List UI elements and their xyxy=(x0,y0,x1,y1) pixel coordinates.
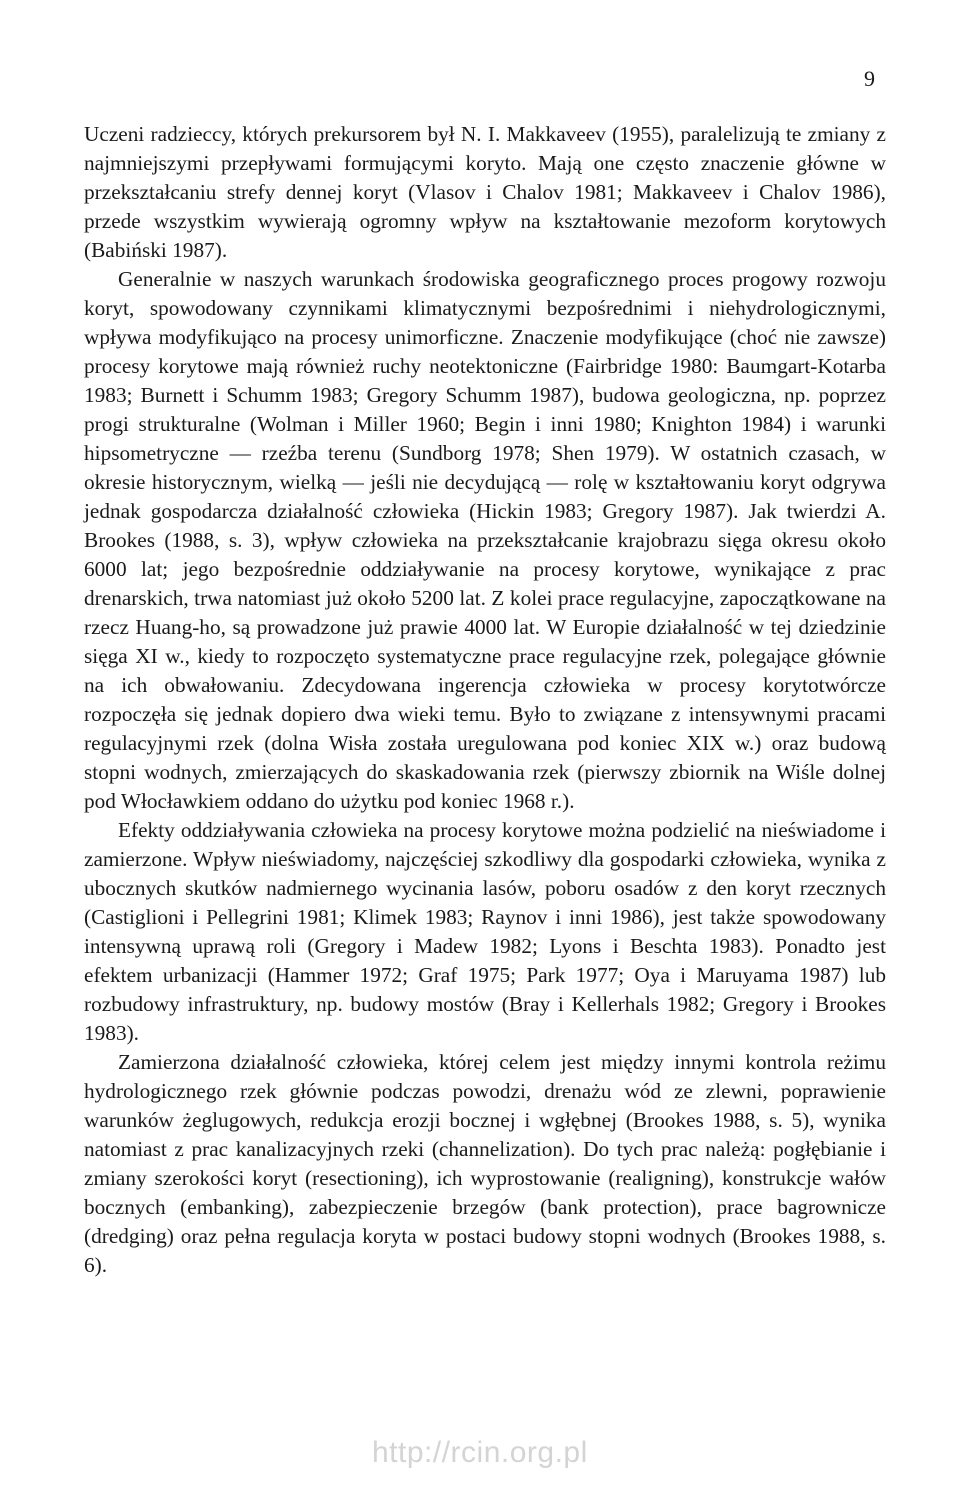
source-watermark: http://rcin.org.pl xyxy=(372,1436,588,1469)
paragraph: Uczeni radzieccy, których prekursorem był N. I. Makkaveev (1955), paralelizują te zmiany z najmniejszymi przepływami formującymi koryto. Mają one często znaczenie główne w przekształcaniu strefy dennej koryt (Vlasov i Chalov 1981; Makkaveev i Chalov 1986), przede wszystkim wywierają ogromny wpływ na kształtowanie mezoform korytowych (Babiński 1987). xyxy=(84,122,886,262)
main-text xyxy=(84,120,886,1280)
page-number: 9 xyxy=(864,66,875,91)
paragraph: Generalnie w naszych warunkach środowiska geograficznego proces progowy rozwoju koryt, spowodowany czynnikami klimatycznymi bezpośrednimi i niehydrologicznymi, wpływa modyfikująco na procesy unimorficzne. Znaczenie modyfikujące (choć nie zawsze) procesy korytowe mają również ruchy neotektoniczne (Fairbridge 1980: Baumgart-Kotarba 1983; Burnett i Schumm 1983; Gregory Schumm 1987), budowa geologiczna, np. poprzez progi strukturalne (Wolman i Miller 1960; Begin i inni 1980; Knighton 1984) i warunki hipsometryczne — rzeźba terenu (Sundborg 1978; Shen 1979). W ostatnich czasach, w okresie historycznym, wielką — jeśli nie decydującą — rolę w kształtowaniu koryt odgrywa jednak gospodarcza działalność człowieka (Hickin 1983; Gregory 1987). Jak twierdzi A. Brookes (1988, s. 3), wpływ człowieka na przekształcanie krajobrazu sięga okresu około 6000 lat; jego bezpośrednie oddziaływanie na procesy korytowe, wynikające z prac drenarskich, trwa natomiast już około 5200 lat. Z kolei prace regulacyjne, zapoczątkowane na rzecz Huang-ho, są prowadzone już prawie 4000 lat. W Europie działalność w tej dziedzinie sięga XI w., kiedy to rozpoczęto systematyczne prace regulacyjne rzek, polegające głównie na ich obwałowaniu. Zdecydowana ingerencja człowieka w procesy korytotwórcze rozpoczęła się jednak dopiero dwa wieki temu. Było to związane z intensywnymi pracami regulacyjnymi rzek (dolna Wisła została uregulowana pod koniec XIX w.) oraz budową stopni wodnych, zmierzających do skaskadowania rzek (pierwszy zbiornik na Wiśle dolnej pod Włocławkiem oddano do użytku pod koniec 1968 r.). xyxy=(84,267,886,813)
paragraph: Efekty oddziaływania człowieka na procesy korytowe można podzielić na nieświadome i zamierzone. Wpływ nieświadomy, najczęściej szkodliwy dla gospodarki człowieka, wynika z ubocznych skutków nadmiernego wycinania lasów, poboru osadów z den koryt rzecznych (Castiglioni i Pellegrini 1981; Klimek 1983; Raynov i inni 1986), jest także spowodowany intensywną uprawą roli (Gregory i Madew 1982; Lyons i Beschta 1983). Ponadto jest efektem urbanizacji (Hammer 1972; Graf 1975; Park 1977; Oya i Maruyama 1987) lub rozbudowy infrastruktury, np. budowy mostów (Bray i Kellerhals 1982; Gregory i Brookes 1983). xyxy=(84,818,886,1045)
paragraph: Zamierzona działalność człowieka, której celem jest między innymi kontrola reżimu hydrologicznego rzek głównie podczas powodzi, drenażu wód ze zlewni, poprawienie warunków żeglugowych, redukcja erozji bocznej i wgłębnej (Brookes 1988, s. 5), wynika natomiast z prac kanalizacyjnych rzeki (channelization). Do tych prac należą: pogłębianie i zmiany szerokości koryt (resectioning), ich wyprostowanie (realigning), konstrukcje wałów bocznych (embanking), zabezpieczenie brzegów (bank protection), prace bagrownicze (dredging) oraz pełna regulacja koryta w postaci budowy stopni wodnych (Brookes 1988, s. 6). xyxy=(84,1050,886,1277)
